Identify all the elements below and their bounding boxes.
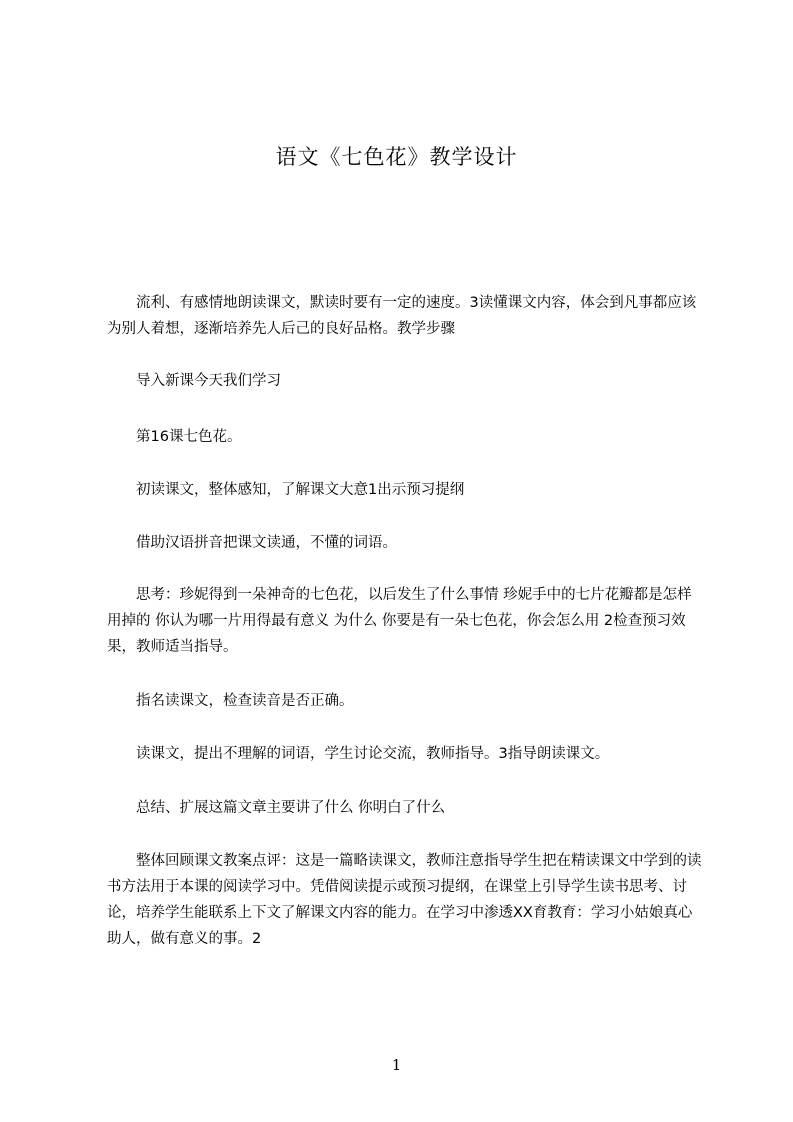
paragraph-review: 整体回顾课文教案点评：这是一篇略读课文，教师注意指导学生把在精读课文中学到的读书方法用于本课的阅读学习中。凭借阅读提示或预习提纲，在课堂上引导学生读书思考、讨论，培养学生能联系上下文了解课文内容的能力。在学习中渗透XX育教育：学习小姑娘真心助人，做有意义的事。2 bbox=[107, 853, 702, 947]
paragraph-intro: 导入新课今天我们学习 bbox=[136, 373, 281, 389]
paragraph-summary: 总结、扩展这篇文章主要讲了什么 你明白了什么 bbox=[136, 800, 446, 816]
paragraph-lesson-number: 第16课七色花。 bbox=[136, 429, 242, 445]
paragraph-discussion: 读课文，提出不理解的词语，学生讨论交流，教师指导。3指导朗读课文。 bbox=[136, 746, 610, 762]
paragraph-read-aloud: 指名读课文，检查读音是否正确。 bbox=[136, 693, 354, 709]
document-title: 语文《七色花》教学设计 bbox=[275, 145, 518, 169]
paragraph-objectives: 流利、有感情地朗读课文，默读时要有一定的速度。3读懂课文内容，体会到凡事都应该为别人着想，逐渐培养先人后己的良好品格。教学步骤 bbox=[107, 295, 697, 337]
paragraph-first-reading: 初读课文，整体感知，了解课文大意1出示预习提纲 bbox=[136, 482, 465, 498]
paragraph-pinyin: 借助汉语拼音把课文读通，不懂的词语。 bbox=[136, 535, 397, 551]
page-number: 1 bbox=[391, 1056, 402, 1074]
paragraph-questions: 思考：珍妮得到一朵神奇的七色花，以后发生了什么事情 珍妮手中的七片花瓣都是怎样用掉的 你认为哪一片用得最有意义 为什么 你要是有一朵七色花，你会怎么用 2检查预习效果，教师适当指导。 bbox=[107, 587, 692, 655]
